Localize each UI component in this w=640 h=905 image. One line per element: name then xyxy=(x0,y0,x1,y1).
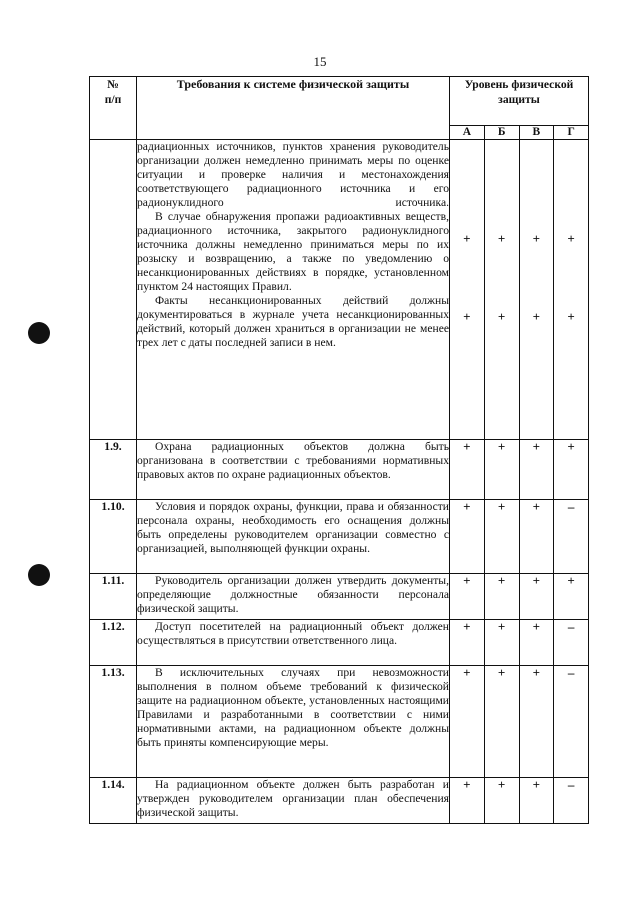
number-sign: № xyxy=(107,78,119,91)
level-mark-v: + xyxy=(519,620,554,666)
row-text xyxy=(137,666,450,778)
table-row xyxy=(90,140,589,440)
level-mark-b: + xyxy=(484,574,519,620)
table-row xyxy=(90,574,589,620)
level-mark-b: + xyxy=(484,666,519,778)
row-text xyxy=(137,778,450,824)
mark: + xyxy=(567,309,575,324)
level-mark-a: + xyxy=(450,440,485,500)
row-number: 1.12. xyxy=(90,620,137,666)
level-header-g: Г xyxy=(554,126,589,140)
level-mark-g: + xyxy=(554,440,589,500)
level-mark-a: + xyxy=(450,620,485,666)
column-header-level: Уровень физической защиты xyxy=(450,77,589,126)
level-mark-a: + xyxy=(450,574,485,620)
row-text xyxy=(137,140,450,440)
table-row xyxy=(90,778,589,824)
row-number xyxy=(90,140,137,440)
row-text xyxy=(137,620,450,666)
paragraph: Условия и порядок охраны, функции, права и обязанности персонала охраны, необходимость его оснащения должны быть определены руководителем организации совместно с организацией, выполняющей функции охраны. xyxy=(137,500,449,555)
column-header-requirements: Требования к системе физической защиты xyxy=(137,77,450,140)
paragraph: Доступ посетителей на радиационный объект должен осуществляться в присутствии ответственного лица. xyxy=(137,620,449,647)
mark: + xyxy=(497,309,506,324)
mark: + xyxy=(532,231,541,246)
level-header-a: А xyxy=(450,126,485,140)
paragraph: В исключительных случаях при невозможности выполнения в полном объеме требований к физической защите на радиационном объекте, установленных настоящими Правилами и разработанными в соответствии с ними нормативными актами, на радиационном объекте должны быть приняты компенсирующие меры. xyxy=(137,666,449,749)
level-mark-v: + xyxy=(519,500,554,574)
level-mark-b: + xyxy=(484,440,519,500)
table-row xyxy=(90,666,589,778)
level-header-v: В xyxy=(519,126,554,140)
table-row xyxy=(90,620,589,666)
level-mark-v: + xyxy=(519,574,554,620)
row-text xyxy=(137,500,450,574)
paragraph: Факты несанкционированных действий должны документироваться в журнале учета несанкционированных действий, который должен храниться в организации не менее трех лет с даты последней записи в нем. xyxy=(137,294,449,349)
level-mark-g: – xyxy=(554,500,589,574)
paragraph: радиационных источников, пунктов хранения руководитель организации должен немедленно принимать меры по оценке ситуации и проверке наличия и местонахождения соответствующего радиационного источника и его радионуклидного источника. xyxy=(137,140,449,209)
table-row xyxy=(90,440,589,500)
paragraph: В случае обнаружения пропажи радиоактивных веществ, радиационного источника, закрытого радионуклидного источника должны немедленно приниматься меры по их розыску и возвращению, а также по уведомлению о несанкционированных действиях в порядке, установленном пунктом 24 настоящих Правил. xyxy=(137,210,449,293)
mark: + xyxy=(497,231,506,246)
level-mark-b xyxy=(484,140,519,440)
column-header-number xyxy=(90,77,137,140)
row-number: 1.11. xyxy=(90,574,137,620)
level-mark-v: + xyxy=(519,778,554,824)
level-mark-a: + xyxy=(450,778,485,824)
level-mark-a xyxy=(450,140,485,440)
level-mark-g xyxy=(554,140,589,440)
row-number: 1.9. xyxy=(90,440,137,500)
row-text xyxy=(137,574,450,620)
punch-hole xyxy=(28,322,50,344)
page-number: 15 xyxy=(313,54,327,69)
mark: + xyxy=(463,309,471,324)
requirements-table xyxy=(89,76,589,824)
punch-hole xyxy=(28,564,50,586)
level-mark-g: – xyxy=(554,666,589,778)
paragraph: На радиационном объекте должен быть разработан и утвержден руководителем организации план обеспечения физической защиты. xyxy=(137,778,449,819)
row-number: 1.14. xyxy=(90,778,137,824)
row-text xyxy=(137,440,450,500)
mark: + xyxy=(463,231,471,246)
mark: + xyxy=(532,309,541,324)
level-mark-a: + xyxy=(450,666,485,778)
row-number: 1.10. xyxy=(90,500,137,574)
row-number: 1.13. xyxy=(90,666,137,778)
table-row xyxy=(90,500,589,574)
level-mark-g: + xyxy=(554,574,589,620)
level-mark-b: + xyxy=(484,500,519,574)
level-mark-b: + xyxy=(484,620,519,666)
level-mark-g: – xyxy=(554,620,589,666)
level-header-b: Б xyxy=(484,126,519,140)
paragraph: Руководитель организации должен утвердить документы, определяющие должностные обязанности персонала физической защиты. xyxy=(137,574,449,615)
level-mark-b: + xyxy=(484,778,519,824)
level-mark-a: + xyxy=(450,500,485,574)
paragraph: Охрана радиационных объектов должна быть организована в соответствии с требованиями нормативных правовых актов по охране радиационных объектов. xyxy=(137,440,449,481)
level-mark-g: – xyxy=(554,778,589,824)
number-abbrev: п/п xyxy=(104,93,122,106)
level-mark-v xyxy=(519,140,554,440)
mark: + xyxy=(567,231,575,246)
level-mark-v: + xyxy=(519,666,554,778)
level-mark-v: + xyxy=(519,440,554,500)
